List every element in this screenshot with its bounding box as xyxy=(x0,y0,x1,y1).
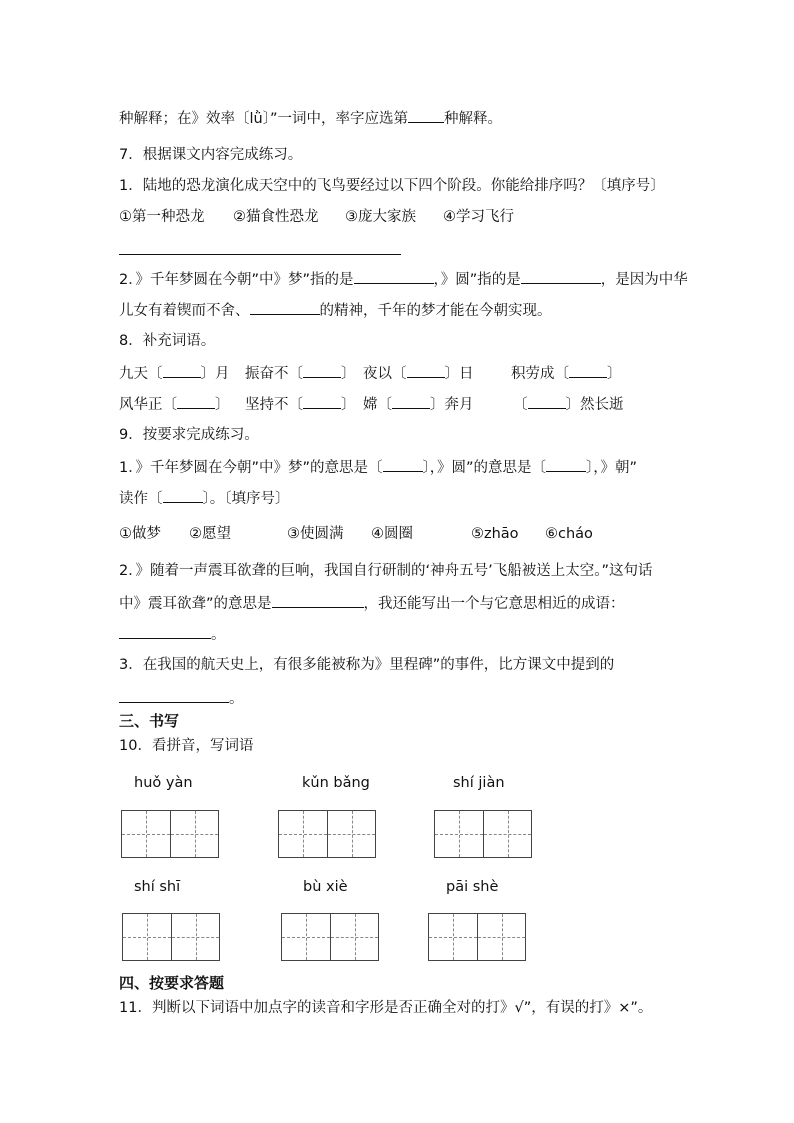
q10-grid-cell[interactable] xyxy=(435,811,483,857)
q6-tail-text-a: 种解释；在》效率〔lǜ〕”一词中，率字应选第 xyxy=(119,111,408,127)
q9-option-2: ②愿望 xyxy=(189,526,231,542)
q8-item-post: 〕 xyxy=(215,397,230,413)
q7-s2-line2-text-b: 的精神，千年的梦才能在今朝实现。 xyxy=(319,303,552,319)
q9-s3-line2-text: 。 xyxy=(229,691,244,707)
q10-grid-cell[interactable] xyxy=(170,811,218,857)
q9-s2-line2-text-a: 中》震耳欲聋”的意思是 xyxy=(119,596,272,612)
q8-item xyxy=(511,362,622,384)
q8-item xyxy=(245,362,363,384)
q8-item-pre: 振奋不〔 xyxy=(245,366,303,382)
q9-option-4: ④圆圈 xyxy=(371,526,413,542)
q10-grid-cell[interactable] xyxy=(330,914,378,960)
q7-s2-text-a: 2．》千年梦圆在今朝”中》梦”指的是 xyxy=(119,272,354,288)
q10-writing-grid-6[interactable] xyxy=(428,913,526,961)
q9-s1-text-c: 〕，》朝” xyxy=(586,460,638,476)
q7-option-3: ③庞大家族 xyxy=(345,209,416,225)
q8-blank[interactable] xyxy=(303,393,341,409)
q7-option-2: ②猫食性恐龙 xyxy=(233,209,319,225)
q10-grid-cell[interactable] xyxy=(123,914,171,960)
q9-s1-line2-text-a: 读作〔 xyxy=(119,491,163,507)
q8-item-pre: 风华正〔 xyxy=(119,397,177,413)
q9-s1-line2-text-b: 〕。〔填序号〕 xyxy=(202,491,290,507)
q9-s2-blank-1[interactable] xyxy=(272,592,364,608)
q6-tail-text-b: 种解释。 xyxy=(443,111,502,127)
q9-s2-line3-text: 。 xyxy=(211,627,226,643)
q10-writing-grid-5[interactable] xyxy=(281,913,379,961)
q6-tail-line xyxy=(119,107,502,129)
q7-s2-text-b: ，》圆”指的是 xyxy=(433,272,521,288)
q8-item-post: 〕月 xyxy=(200,366,230,382)
q7-option-1: ①第一种恐龙 xyxy=(119,209,205,225)
q8-item xyxy=(513,393,624,415)
q8-blank[interactable] xyxy=(569,362,607,378)
q10-title: 10．看拼音，写词语 xyxy=(119,738,254,754)
q10-grid-cell[interactable] xyxy=(477,914,525,960)
q7-s1: 1．陆地的恐龙演化成天空中的飞鸟要经过以下四个阶段。你能给排序吗？〔填序号〕 xyxy=(119,178,665,194)
q7-order-answer-line[interactable] xyxy=(119,254,401,255)
q7-s2-blank-3[interactable] xyxy=(250,299,320,315)
q8-item xyxy=(119,393,245,415)
q9-s1-text-b: 〕，》圆”的意思是〔 xyxy=(422,460,547,476)
q9-s3-line2 xyxy=(119,687,244,709)
q8-blank[interactable] xyxy=(392,393,430,409)
q7-s2-line1 xyxy=(119,268,688,290)
q9-option-6: ⑥cháo xyxy=(545,526,593,542)
q9-s1-blank-3[interactable] xyxy=(163,487,203,503)
q10-grid-cell[interactable] xyxy=(327,811,375,857)
q9-s1-line2 xyxy=(119,487,290,509)
q8-blank[interactable] xyxy=(528,393,566,409)
q7-option-4: ④学习飞行 xyxy=(443,209,514,225)
q9-s2-line2 xyxy=(119,592,625,614)
q8-item-post: 〕奔月 xyxy=(430,397,474,413)
q9-title: 9．按要求完成练习。 xyxy=(119,427,259,443)
section-3-heading: 三、书写 xyxy=(119,712,180,730)
q7-options xyxy=(119,207,514,227)
q10-grid-cell[interactable] xyxy=(171,914,219,960)
q10-writing-grid-1[interactable] xyxy=(121,810,219,858)
q8-item-post: 〕然长逝 xyxy=(565,397,624,413)
q8-item-pre: 九天〔 xyxy=(119,366,163,382)
q8-item xyxy=(119,362,245,384)
q8-item-pre: 夜以〔 xyxy=(363,366,407,382)
q8-blank[interactable] xyxy=(163,362,201,378)
q10-pinyin-3: shí jiàn xyxy=(453,775,505,791)
q7-s2-blank-1[interactable] xyxy=(354,268,434,284)
q8-blank[interactable] xyxy=(303,362,341,378)
q9-s1-text-a: 1．》千年梦圆在今朝”中》梦”的意思是〔 xyxy=(119,460,383,476)
q9-s1-line1 xyxy=(119,456,637,478)
q8-item-pre: 嫦〔 xyxy=(363,397,392,413)
q8-item xyxy=(245,393,363,415)
q10-grid-cell[interactable] xyxy=(122,811,170,857)
q8-blank[interactable] xyxy=(177,393,215,409)
q9-s2-line3 xyxy=(119,623,226,645)
q10-grid-cell[interactable] xyxy=(429,914,477,960)
q10-grid-cell[interactable] xyxy=(282,914,330,960)
q8-item xyxy=(363,362,511,384)
q9-s1-blank-2[interactable] xyxy=(546,456,586,472)
q9-s2-line1: 2．》随着一声震耳欲聋的巨响，我国自行研制的‘神舟五号’飞船被送上太空。”这句话 xyxy=(119,563,653,579)
q9-s3-line1: 3．在我国的航天史上，有很多能被称为》里程碑”的事件，比方课文中提到的 xyxy=(119,657,615,673)
q7-s2-blank-2[interactable] xyxy=(521,268,601,284)
q7-s2-line2-text-a: 儿女有着锲而不舍、 xyxy=(119,303,250,319)
q8-blank[interactable] xyxy=(407,362,445,378)
q9-s2-line2-text-b: ，我还能写出一个与它意思相近的成语： xyxy=(363,596,625,612)
section-4-heading: 四、按要求答题 xyxy=(119,974,225,992)
q8-item-post: 〕 xyxy=(341,397,356,413)
q9-s2-blank-2[interactable] xyxy=(119,623,211,639)
q9-s1-blank-1[interactable] xyxy=(383,456,423,472)
q10-pinyin-6: pāi shè xyxy=(446,879,499,895)
q8-item-pre: 积劳成〔 xyxy=(511,366,569,382)
q8-row-2 xyxy=(119,393,624,415)
q9-option-5: ⑤zhāo xyxy=(471,526,519,542)
q10-pinyin-4: shí shī xyxy=(134,879,181,895)
q10-pinyin-5: bù xiè xyxy=(303,879,348,895)
q10-grid-cell[interactable] xyxy=(279,811,327,857)
q8-item-post: 〕日 xyxy=(444,366,474,382)
q6-answer-blank[interactable] xyxy=(408,107,444,123)
q8-item-post: 〕 xyxy=(607,366,622,382)
q9-option-1: ①做梦 xyxy=(119,526,161,542)
q7-s2-text-c: ，是因为中华 xyxy=(600,272,688,288)
q8-item-pre: 〔 xyxy=(513,397,528,413)
q10-writing-grid-2[interactable] xyxy=(278,810,376,858)
q11-title: 11．判断以下词语中加点字的读音和字形是否正确全对的打》√”，有误的打》×”。 xyxy=(119,1000,653,1016)
q8-item xyxy=(363,393,513,415)
q10-writing-grid-3[interactable] xyxy=(434,810,532,858)
q10-grid-cell[interactable] xyxy=(483,811,531,857)
q9-s3-blank[interactable] xyxy=(119,687,229,703)
q10-pinyin-2: kǔn bǎng xyxy=(302,775,370,791)
q8-row-1 xyxy=(119,362,622,384)
q9-options xyxy=(119,524,593,544)
q7-title: 7．根据课文内容完成练习。 xyxy=(119,147,303,163)
q10-pinyin-1: huǒ yàn xyxy=(134,775,193,791)
q10-writing-grid-4[interactable] xyxy=(122,913,220,961)
q7-s2-line2 xyxy=(119,299,552,321)
q9-option-3: ③使圆满 xyxy=(287,526,344,542)
q8-item-post: 〕 xyxy=(341,366,356,382)
q8-item-pre: 坚持不〔 xyxy=(245,397,303,413)
q8-title: 8．补充词语。 xyxy=(119,333,216,349)
